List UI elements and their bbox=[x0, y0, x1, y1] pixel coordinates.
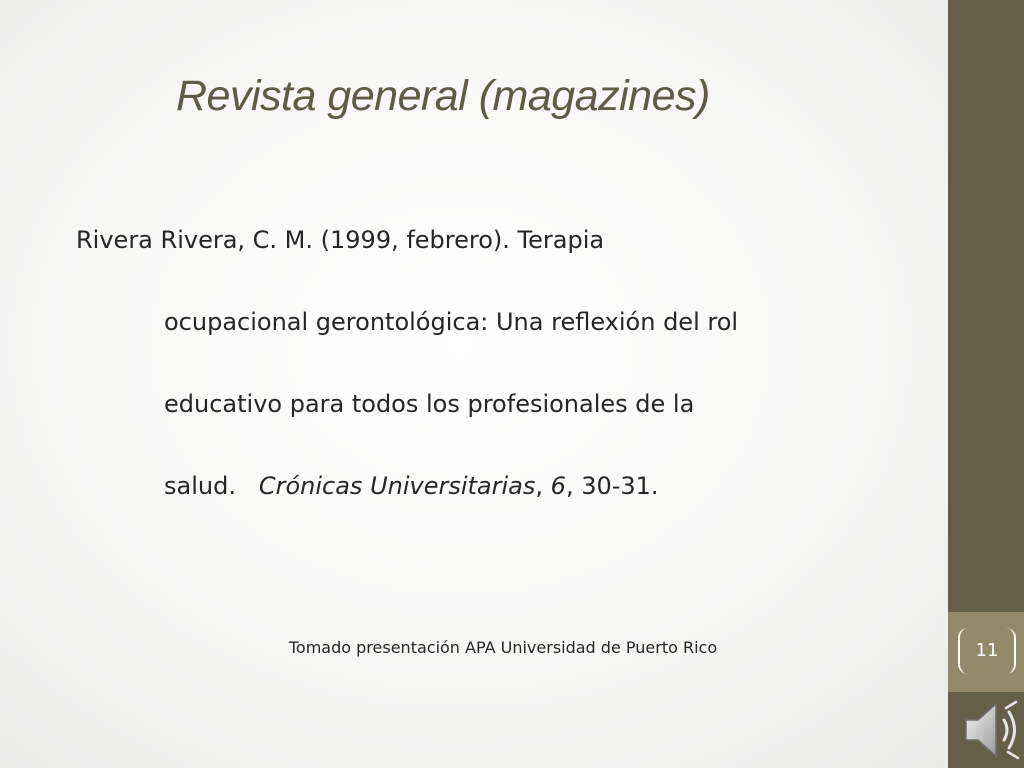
reference-separator: , bbox=[535, 472, 551, 500]
page-number-panel bbox=[948, 612, 1024, 692]
reference-entry bbox=[76, 222, 876, 550]
reference-line-3: educativo para todos los profesionales de la bbox=[164, 390, 695, 418]
page-number: 11 bbox=[958, 628, 1016, 674]
journal-volume: 6 bbox=[550, 472, 566, 500]
slide-title: Revista general (magazines) bbox=[176, 72, 710, 120]
source-note: Tomado presentación APA Universidad de Puerto Rico bbox=[288, 638, 718, 657]
reference-line-1: Rivera Rivera, C. M. (1999, febrero). Terapia bbox=[76, 226, 605, 254]
reference-prefix: salud. bbox=[164, 472, 259, 500]
journal-pages: , 30-31. bbox=[565, 472, 659, 500]
journal-title: Crónicas Universitarias bbox=[258, 472, 536, 500]
reference-line-2: ocupacional gerontológica: Una reflexión del rol bbox=[164, 308, 739, 336]
reference-line-4 bbox=[76, 468, 876, 550]
sidebar bbox=[948, 0, 1024, 768]
speaker-icon[interactable] bbox=[962, 698, 1024, 762]
